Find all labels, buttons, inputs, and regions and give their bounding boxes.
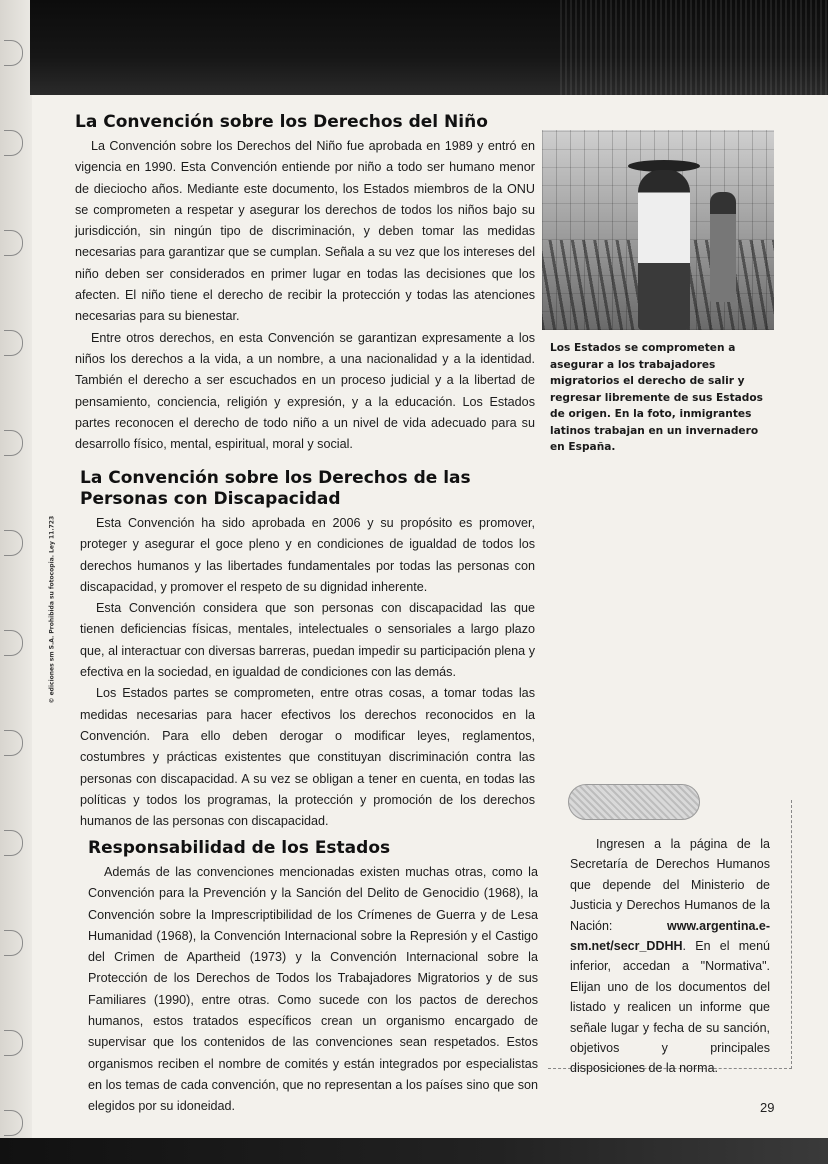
binding-ring: [4, 730, 23, 756]
section-paragraph: Esta Convención considera que son personas con discapacidad las que tienen deficiencias físicas, mentales, intelectuales o sensoriales a largo plazo que, al interactuar con diversas barreras, puedan impedir su participación plena y efectiva en la sociedad, en igualdad de condiciones con las demás.: [80, 601, 535, 680]
binding-ring: [4, 830, 23, 856]
section-paragraph: Entre otros derechos, en esta Convención se garantizan expresamente a los niños los derechos a la vida, a un nombre, a una nacionalidad y a la identidad. También el derecho a ser escuchados en un proceso judicial y a la libertad de pensamiento, conciencia, religión y expresión, y a la educación. Los Estados partes reconocen el derecho de todo niño a un nivel de vida adecuado para su desarrollo físico, mental, espiritual, moral y social.: [75, 330, 535, 452]
section-title: La Convención sobre los Derechos de las Personas con Discapacidad: [80, 468, 471, 509]
bottom-dark-band: [0, 1138, 828, 1164]
photo-worker: [638, 170, 690, 330]
section-paragraph: Los Estados partes se comprometen, entre otras cosas, a tomar todas las medidas necesarias para hacer efectivos los derechos reconocidos en la Convención. Para ello deben derogar o modificar leyes, reglamentos, costumbres y prácticas existentes que constituyan discriminación contra las personas con discapacidad. A su vez se obligan a tener en cuenta, en todas las políticas y todos los programas, la protección y promoción de los derechos humanos de las personas con discapacidad.: [80, 686, 535, 829]
top-band-texture: [560, 0, 828, 95]
greenhouse-photo: [542, 130, 774, 330]
binding-ring: [4, 130, 23, 156]
activity-text-after: . En el menú inferior, accedan a "Normativa". Elijan uno de los documentos del listado y realicen un informe que señale lugar y fecha de su sanción, objetivos y principales disposiciones de la norma.: [570, 939, 770, 1076]
photo-caption: Los Estados se comprometen a asegurar a los trabajadores migratorios el derecho de salir y regresar libremente de sus Estados de origen. En la foto, inmigrantes latinos trabajan en un invernadero en España.: [550, 342, 763, 453]
activity-lead: [570, 834, 770, 1079]
binding-ring: [4, 930, 23, 956]
page-number: 29: [760, 1100, 775, 1115]
copyright-notice: [22, 515, 62, 720]
activity-badge-icon: [568, 784, 700, 820]
section-paragraph: Esta Convención ha sido aprobada en 2006 y su propósito es promover, proteger y asegurar el goce pleno y en condiciones de igualdad de todos los derechos humanos y las libertades fundamentales por todas las personas con discapacidad, y promover el respeto de su dignidad inherente.: [80, 516, 535, 594]
binding-ring: [4, 230, 23, 256]
section-title: Responsabilidad de los Estados: [88, 838, 391, 858]
activity-instructions: [570, 834, 770, 1079]
section-convencion-discapacidad: [80, 468, 535, 832]
binding-ring: [4, 40, 23, 66]
binding-ring: [4, 430, 23, 456]
binding-ring: [4, 1030, 23, 1056]
section-title: La Convención sobre los Derechos del Niño: [75, 112, 488, 132]
activity-text-before: Ingresen a la página de la Secretaría de Derechos Humanos que depende del Ministerio de Justicia y Derechos Humanos de la Nación:: [570, 837, 770, 933]
section-paragraph: La Convención sobre los Derechos del Niño fue aprobada en 1989 y entró en vigencia en 1990. Esta Convención entiende por niño a todo ser humano menor de dieciocho años. Mediante este documento, los Estados miembros de la ONU se comprometen a respetar y asegurar los derechos de todos los niños bajo su jurisdicción, sin ningún tipo de discriminación, y deben tomar las medidas necesarias para garantizar que se cumplan. Señala a su vez que los intereses del niño deben ser considerados en primer lugar en todas las decisiones que los afecten. El niño tiene el derecho de recibir la protección y todas las atenciones necesarias para su bienestar.: [75, 139, 535, 324]
section-convencion-nino: [75, 112, 535, 455]
binding-ring: [4, 530, 23, 556]
section-paragraph: Además de las convenciones mencionadas existen muchas otras, como la Convención para la Prevención y la Sanción del Delito de Genocidio (1968), la Convención sobre la Imprescriptibilidad de los Crímenes de Guerra y de Lesa Humanidad (1968), la Convención Internacional sobre la Represión y el Castigo del Crimen de Apartheid (1973) y la Convención Internacional sobre la Protección de los Derechos de Todos los Trabajadores Migratorios y de sus Familiares (1990), entre otras. Como sucede con los pactos de derechos humanos, estos tratados específicos crean un organismo encargado de supervisar que los contenidos de las convenciones sean respetados. Estos organismos reciben el nombre de comités y están integrados por especialistas en los temas de cada convención, que no representan a los países sino que son elegidos por su idoneidad.: [88, 865, 538, 1114]
photo-worker-background: [710, 192, 736, 302]
binding-ring: [4, 630, 23, 656]
binding-ring: [4, 330, 23, 356]
binding-ring: [4, 1110, 23, 1136]
section-responsabilidad-estados: [88, 838, 538, 1118]
copyright-text: © ediciones sm S.A. Prohibida su fotocopia. Ley 11.723: [48, 515, 56, 704]
activity-url: www.argentina.e-sm.net/secr_DDHH: [570, 918, 770, 954]
